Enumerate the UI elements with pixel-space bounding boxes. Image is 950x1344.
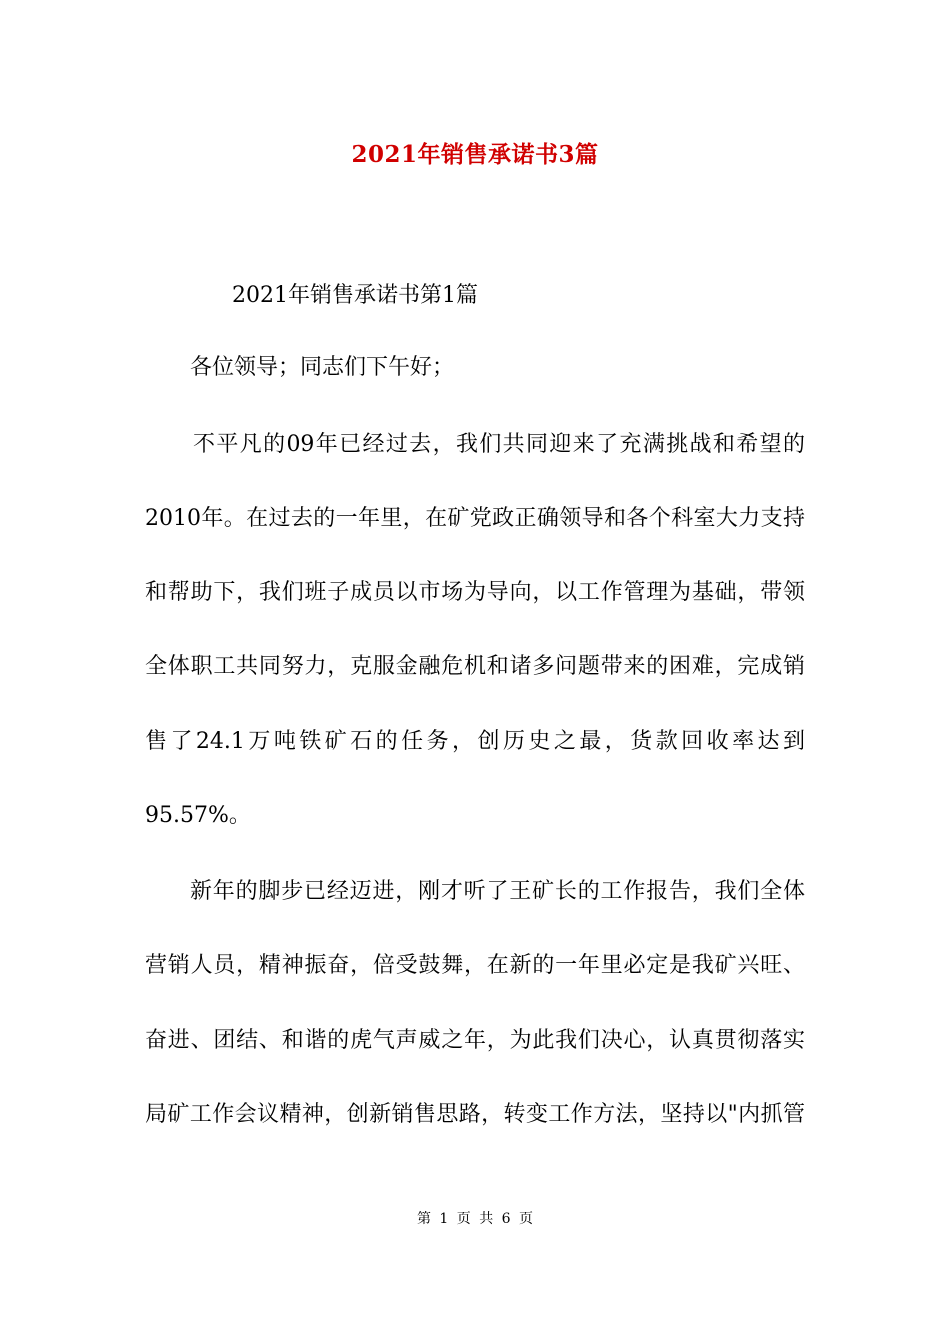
paragraph2-line-2: 营销人员，精神振奋，倍受鼓舞，在新的一年里必定是我矿兴旺、	[145, 953, 805, 978]
page-number-footer: 第 1 页 共 6 页	[416, 1211, 534, 1227]
paragraph1-line-2: 2010年。在过去的一年里，在矿党政正确领导和各个科室大力支持	[145, 506, 805, 531]
paragraph1-line-4: 全体职工共同努力，克服金融危机和诸多问题带来的困难，完成销	[145, 654, 805, 679]
paragraph1-line-3: 和帮助下，我们班子成员以市场为导向，以工作管理为基础，带领	[145, 580, 805, 605]
document-title: 2021年销售承诺书3篇	[351, 141, 599, 168]
paragraph1-line-1: 不平凡的09年已经过去，我们共同迎来了充满挑战和希望的	[193, 432, 805, 457]
paragraph2-line-1: 新年的脚步已经迈进，刚才听了王矿长的工作报告，我们全体	[190, 879, 805, 904]
paragraph2-line-4: 局矿工作会议精神，创新销售思路，转变工作方法，坚持以"内抓管	[145, 1102, 805, 1127]
paragraph1-line-6: 95.57%。	[145, 803, 251, 828]
section-heading: 2021年销售承诺书第1篇	[232, 283, 478, 308]
paragraph2-line-3: 奋进、团结、和谐的虎气声威之年，为此我们决心，认真贯彻落实	[145, 1028, 805, 1053]
paragraph1-line-5: 售了24.1万吨铁矿石的任务，创历史之最，货款回收率达到	[145, 729, 805, 754]
greeting-line: 各位领导；同志们下午好；	[190, 355, 455, 380]
